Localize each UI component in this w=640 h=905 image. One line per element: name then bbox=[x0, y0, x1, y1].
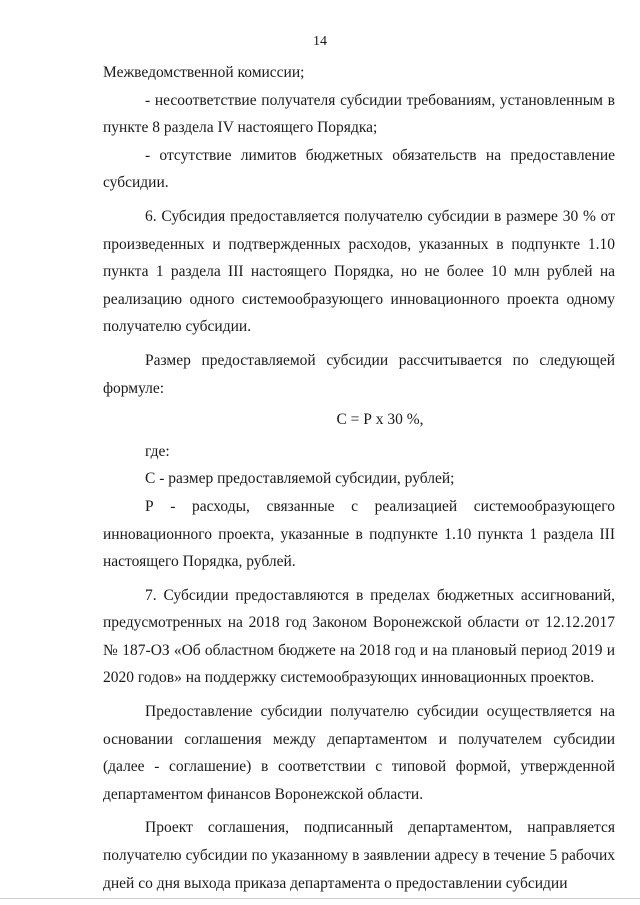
document-body bbox=[103, 59, 615, 897]
page-number: 14 bbox=[313, 34, 327, 49]
footer-rule bbox=[0, 898, 640, 899]
paragraph-agreement: Предоставление субсидии получателю субсидии осуществляется на основании соглашения между департаментом и получателем субсидии (далее - соглашение) в соответствии с типовой формой, утвержденной департаментом финансов Воронежской области. bbox=[103, 703, 615, 803]
paragraph-definition-p: Р - расходы, связанные с реализацией системообразующего инновационного проекта, указанные в подпункте 1.10 пункта 1 раздела III настоящего Порядка, рублей. bbox=[103, 497, 615, 571]
paragraph-definition-c: С - размер предоставляемой субсидии, рублей; bbox=[145, 470, 455, 488]
paragraph-formula-intro: Размер предоставляемой субсидии рассчитывается по следующей формуле: bbox=[103, 351, 615, 397]
paragraph-no-limits: - отсутствие лимитов бюджетных обязательств на предоставление субсидии. bbox=[103, 146, 615, 192]
paragraph-nonconformity: - несоответствие получателя субсидии требованиям, установленным в пункте 8 раздела IV настоящего Порядка; bbox=[103, 91, 615, 137]
paragraph-draft-agreement: Проект соглашения, подписанный департаментом, направляется получателю субсидии по указанному в заявлении адресу в течение 5 рабочих дней со дня выхода приказа департамента о предоставлении субсидии bbox=[103, 819, 615, 892]
formula: С = Р х 30 %, bbox=[336, 411, 424, 429]
paragraph-where: где: bbox=[145, 442, 170, 460]
paragraph-commission: Межведомственной комиссии; bbox=[103, 64, 305, 81]
paragraph-item-7: 7. Субсидии предоставляются в пределах бюджетных ассигнований, предусмотренных на 2018 год Законом Воронежской области от 12.12.2017 № 187-ОЗ «Об областном бюджете на 2018 год и на плановый период 2019 и 2020 годов» на поддержку системообразующих инновационных проектов. bbox=[103, 586, 615, 687]
paragraph-item-6: 6. Субсидия предоставляется получателю субсидии в размере 30 % от произведенных и подтвержденных расходов, указанных в подпункте 1.10 пункта 1 раздела III настоящего Порядка, но не более 10 млн рублей на реализацию одного системообразующего инновационного проекта одному получателю субсидии. bbox=[103, 207, 615, 336]
